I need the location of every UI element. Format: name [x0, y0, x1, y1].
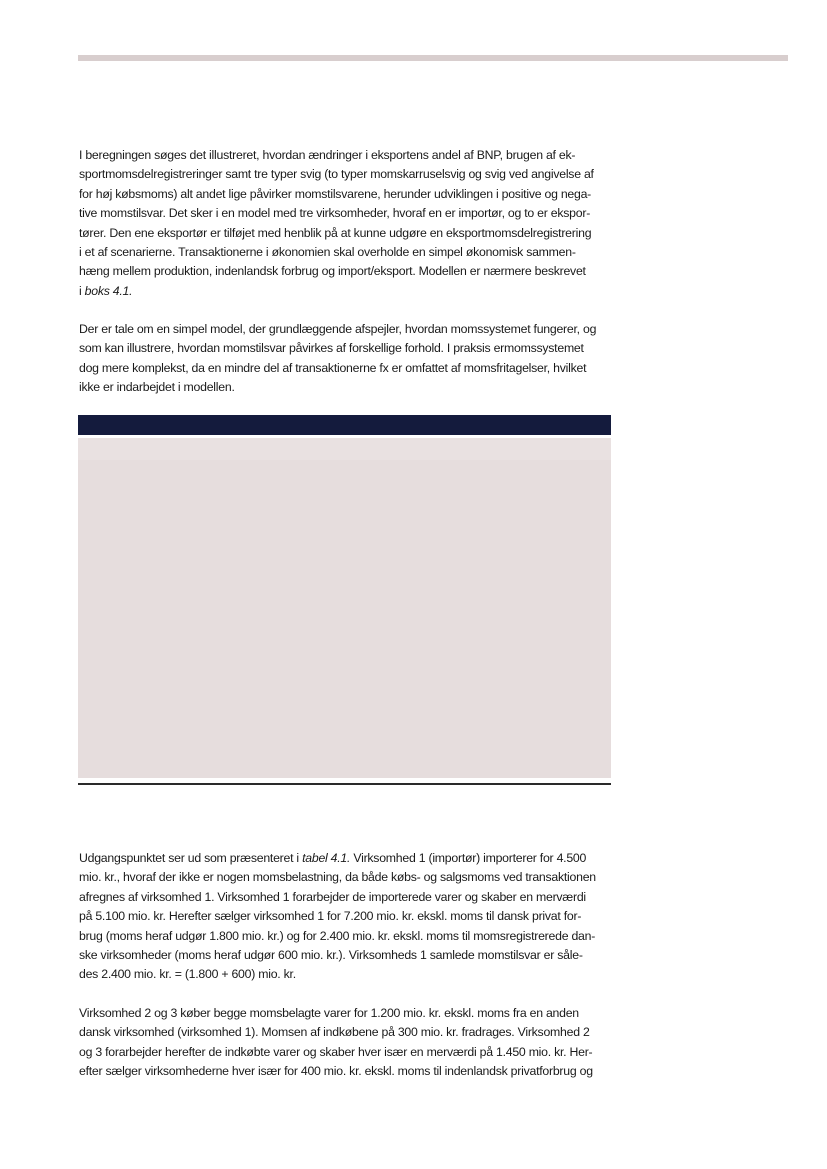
text-line: des 2.400 mio. kr. = (1.800 + 600) mio. kr. [79, 967, 296, 982]
text-line [79, 282, 619, 301]
text-line [79, 849, 619, 868]
paragraph-model-intro [79, 146, 619, 301]
table-reference-link[interactable]: tabel 4.1. [302, 851, 351, 865]
text-line: dansk virksomhed (virksomhed 1). Momsen af indkøbene på 300 mio. kr. fradrages. Virksomhed 2 [79, 1025, 590, 1040]
text-fragment: Virksomhed 1 (importør) importerer for 4.500 [350, 851, 587, 865]
box-body [78, 438, 611, 778]
text-line: på 5.100 mio. kr. Herefter sælger virksomhed 1 for 7.200 mio. kr. ekskl. moms til dansk privat for- [79, 909, 582, 924]
text-line: tive momstilsvar. Det sker i en model med tre virksomheder, hvoraf en er importør, og to er ekspor- [79, 206, 591, 221]
text-line: I beregningen søges det illustreret, hvordan ændringer i eksportens andel af BNP, brugen af ek- [79, 148, 576, 162]
box-reference-link[interactable]: boks 4.1. [84, 283, 133, 298]
text-line: for høj købsmoms) alt andet lige påvirker momstilsvarene, herunder udviklingen i positive og nega- [79, 186, 592, 201]
text-line: Der er tale om en simpel model, der grundlæggende afspejler, hvordan momssystemet fungerer, og [79, 322, 597, 336]
box-header-bar [78, 415, 611, 435]
top-rule [78, 55, 788, 61]
text-line: dog mere komplekst, da en mindre del af transaktionerne fx er omfattet af momsfritagelser, hvilket [79, 360, 587, 375]
text-line: og 3 forarbejder herefter de indkøbte varer og skaber hver især en merværdi på 1.450 mio. kr. Her- [79, 1044, 593, 1059]
text-line: hæng mellem produktion, indenlandsk forbrug og import/eksport. Modellen er nærmere beskrevet [79, 264, 586, 279]
text-line: brug (moms heraf udgør 1.800 mio. kr.) og for 2.400 mio. kr. ekskl. moms til momsregistrerede dan- [79, 928, 596, 943]
box-subheader-strip [78, 438, 611, 460]
text-line: afregnes af virksomhed 1. Virksomhed 1 forarbejder de importerede varer og skaber en merværdi [79, 889, 586, 904]
paragraph-baseline-scenario [79, 849, 619, 985]
text-fragment: i [79, 283, 85, 298]
box-bottom-rule [78, 783, 611, 785]
text-line: som kan illustrere, hvordan momstilsvar påvirkes af forskellige forhold. I praksis ermomssystemet [79, 341, 584, 356]
text-line: i et af scenarierne. Transaktionerne i økonomien skal overholde en simpel økonomisk sammen- [79, 245, 576, 260]
paragraph-model-limitations [79, 320, 619, 398]
text-line: mio. kr., hvoraf der ikke er nogen momsbelastning, da både købs- og salgsmoms ved transaktionen [79, 870, 596, 885]
text-fragment: Udgangspunktet ser ud som præsenteret i [79, 851, 303, 865]
text-line: ikke er indarbejdet i modellen. [79, 380, 235, 395]
text-line: Virksomhed 2 og 3 køber begge momsbelagte varer for 1.200 mio. kr. ekskl. moms fra en anden [79, 1006, 579, 1020]
text-line: ske virksomheder (moms heraf udgør 600 mio. kr.). Virksomheds 1 samlede momstilsvar er såle- [79, 948, 583, 963]
text-line: tører. Den ene eksportør er tilføjet med henblik på at kunne udgøre en eksportmomsdelregistrering [79, 225, 592, 240]
text-line: sportmomsdelregistreringer samt tre typer svig (to typer momskarruselsvig og svig ved angivelse af [79, 167, 594, 182]
text-line: efter sælger virksomhederne hver især for 400 mio. kr. ekskl. moms til indenlandsk privatforbrug og [79, 1064, 593, 1079]
paragraph-companies-2-3 [79, 1004, 619, 1082]
